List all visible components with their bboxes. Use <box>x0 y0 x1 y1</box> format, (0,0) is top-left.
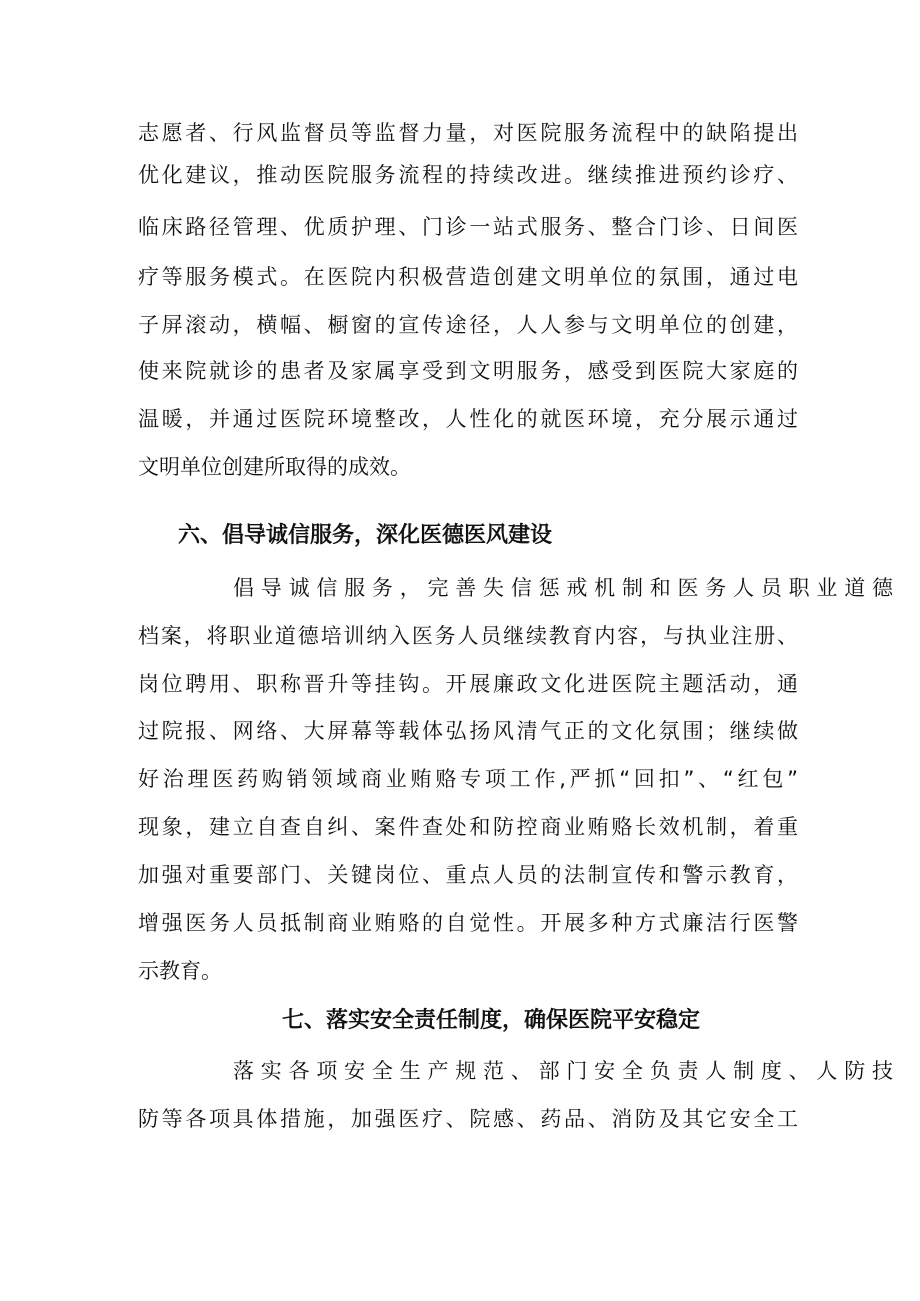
text-line: 岗位聘用、职称晋升等挂钩。开展廉政文化进医院主题活动，通 <box>138 672 798 696</box>
text-line: 子屏滚动，横幅、橱窗的宣传途径，人人参与文明单位的创建， <box>138 313 798 337</box>
text-line: 好治理医药购销领域商业贿赂专项工作,严抓“回扣”、“红包” <box>138 767 798 791</box>
text-line: 倡导诚信服务，完善失信惩戒机制和医务人员职业道德 <box>233 576 893 600</box>
text-line: 文明单位创建所取得的成效。 <box>138 455 411 479</box>
text-line: 增强医务人员抵制商业贿赂的自觉性。开展多种方式廉洁行医警 <box>138 911 798 935</box>
text-line: 档案，将职业道德培训纳入医务人员继续教育内容，与执业注册、 <box>138 624 798 648</box>
text-line: 加强对重要部门、关键岗位、重点人员的法制宣传和警示教育， <box>138 863 798 887</box>
text-line: 疗等服务模式。在医院内积极营造创建文明单位的氛围，通过电 <box>138 265 798 289</box>
text-line: 示教育。 <box>138 959 222 983</box>
text-line: 使来院就诊的患者及家属享受到文明服务，感受到医院大家庭的 <box>138 359 798 383</box>
text-line: 落实各项安全生产规范、部门安全负责人制度、人防技 <box>233 1059 893 1083</box>
text-line: 临床路径管理、优质护理、门诊一站式服务、整合门诊、日间医 <box>138 215 798 239</box>
text-line: 现象，建立自查自纠、案件查处和防控商业贿赂长效机制，着重 <box>138 815 798 839</box>
text-line: 温暖，并通过医院环境整改，人性化的就医环境，充分展示通过 <box>138 407 798 431</box>
text-line: 优化建议，推动医院服务流程的持续改进。继续推进预约诊疗、 <box>138 163 798 187</box>
text-line: 过院报、网络、大屏幕等载体弘扬风清气正的文化氛围；继续做 <box>138 719 798 743</box>
text-line: 防等各项具体措施，加强医疗、院感、药品、消防及其它安全工 <box>138 1107 798 1131</box>
text-line: 志愿者、行风监督员等监督力量，对医院服务流程中的缺陷提出 <box>138 121 798 145</box>
section-heading-7: 七、落实安全责任制度，确保医院平安稳定 <box>282 1008 701 1033</box>
section-heading-6: 六、倡导诚信服务，深化医德医风建设 <box>178 523 553 548</box>
